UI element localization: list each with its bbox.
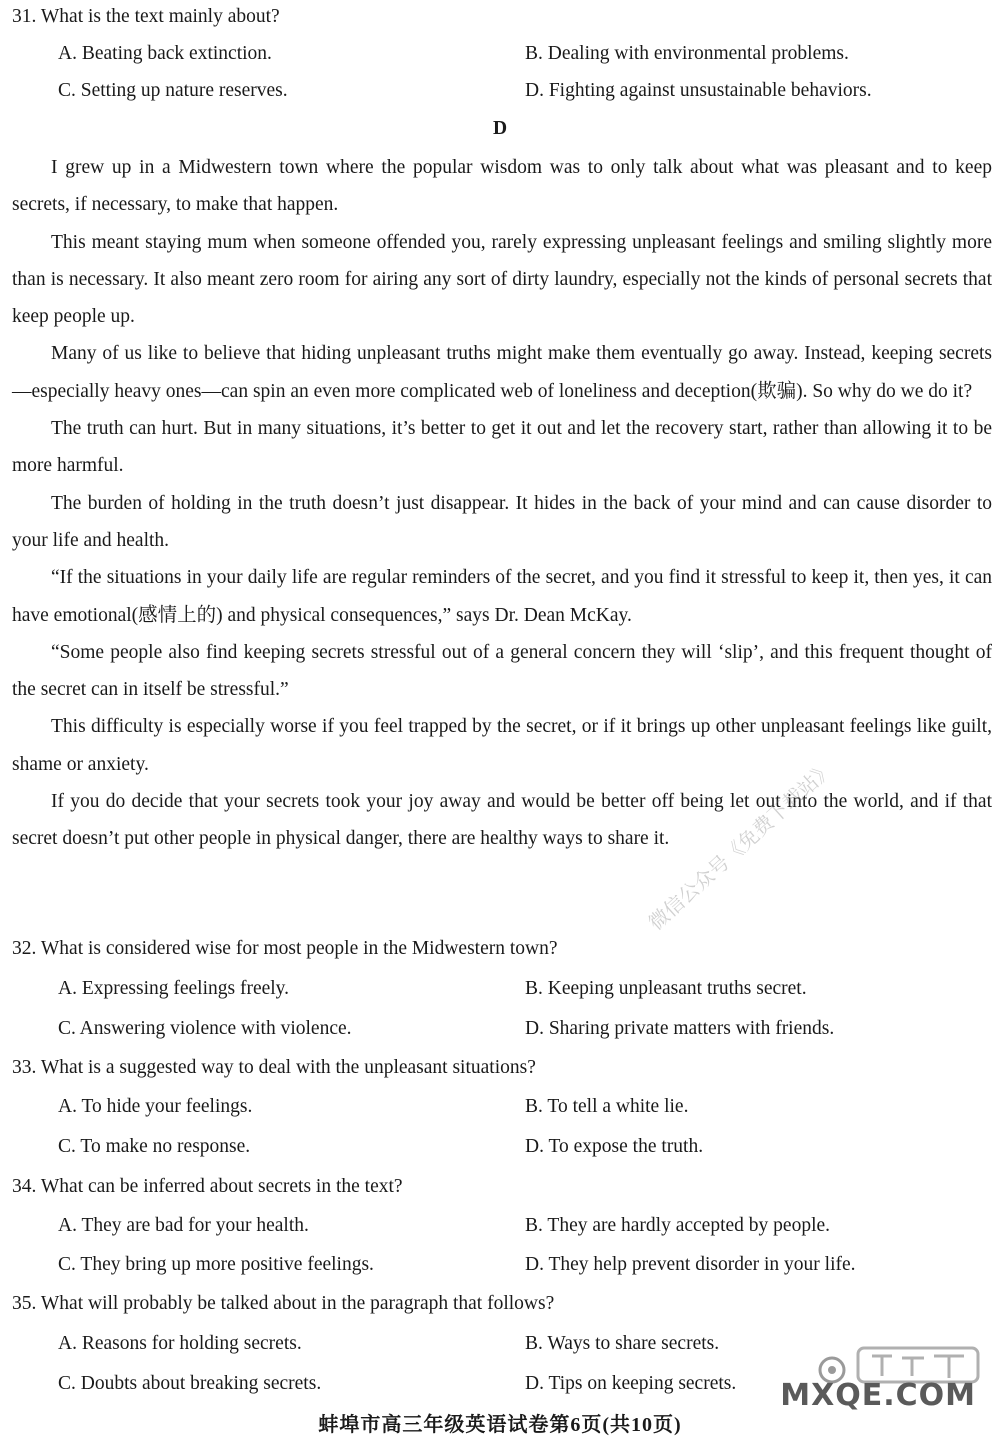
question-31-option-d: D. Fighting against unsustainable behaviors. — [525, 80, 872, 101]
question-31-option-b: B. Dealing with environmental problems. — [525, 43, 849, 64]
question-32-option-c: C. Answering violence with violence. — [58, 1018, 352, 1039]
question-35-stem: 35. What will probably be talked about in the paragraph that follows? — [12, 1293, 555, 1314]
question-33-option-b: B. To tell a white lie. — [525, 1096, 689, 1117]
question-35-option-a: A. Reasons for holding secrets. — [58, 1333, 302, 1354]
question-32-stem: 32. What is considered wise for most people in the Midwestern town? — [12, 938, 558, 959]
question-33-option-d: D. To expose the truth. — [525, 1136, 704, 1157]
question-34-option-d: D. They help prevent disorder in your life. — [525, 1254, 856, 1275]
question-34-option-a: A. They are bad for your health. — [58, 1215, 309, 1236]
question-34-option-b: B. They are hardly accepted by people. — [525, 1215, 831, 1236]
question-34-option-c: C. They bring up more positive feelings. — [58, 1254, 374, 1275]
passage-paragraph: The burden of holding in the truth doesn’t just disappear. It hides in the back of your mind and can cause disorder to your life and health. — [12, 492, 992, 551]
page-footer: 蚌埠市高三年级英语试卷第6页(共10页) — [318, 1414, 682, 1436]
site-logo-text: MXQE.COM — [780, 1378, 976, 1413]
passage-paragraph: Many of us like to believe that hiding unpleasant truths might make them eventually go away. Instead, keeping secrets—especially heavy ones—can spin an even more complicated web of loneliness and deception(欺骗). So why do we do it? — [12, 343, 992, 402]
question-34-stem: 34. What can be inferred about secrets in the text? — [12, 1176, 403, 1197]
question-35-option-b: B. Ways to share secrets. — [525, 1333, 720, 1354]
section-title-d: D — [492, 118, 508, 139]
question-32-option-d: D. Sharing private matters with friends. — [525, 1018, 835, 1039]
passage-paragraph: This meant staying mum when someone offended you, rarely expressing unpleasant feelings and smiling slightly more than is necessary. It also meant zero room for airing any sort of dirty laundry, especially not the kinds of personal secrets that keep people up. — [12, 231, 992, 328]
question-33-stem: 33. What is a suggested way to deal with the unpleasant situations? — [12, 1057, 536, 1078]
question-35-option-d: D. Tips on keeping secrets. — [525, 1373, 737, 1394]
passage-paragraph: The truth can hurt. But in many situations, it’s better to get it out and let the recovery start, rather than allowing it to be more harmful. — [12, 418, 992, 477]
question-32-option-b: B. Keeping unpleasant truths secret. — [525, 978, 807, 999]
passage-paragraph: “Some people also find keeping secrets stressful out of a general concern they will ‘slip’, and this frequent thought of the secret can in itself be stressful.” — [12, 641, 992, 701]
question-33-option-a: A. To hide your feelings. — [58, 1096, 253, 1117]
question-31-option-c: C. Setting up nature reserves. — [58, 80, 288, 101]
question-31-stem: 31. What is the text mainly about? — [12, 6, 280, 27]
passage-paragraph: This difficulty is especially worse if you feel trapped by the secret, or if it brings up other unpleasant feelings like guilt, shame or anxiety. — [12, 716, 992, 775]
wechat-watermark: 微信公众号《免费下载站》 — [643, 756, 839, 935]
passage-paragraph: I grew up in a Midwestern town where the popular wisdom was to only talk about what was pleasant and to keep secrets, if necessary, to make that happen. — [12, 157, 992, 216]
question-31-option-a: A. Beating back extinction. — [58, 43, 272, 64]
question-35-option-c: C. Doubts about breaking secrets. — [58, 1373, 322, 1394]
passage-paragraph: If you do decide that your secrets took your joy away and would be better off being let out into the world, and if that secret doesn’t put other people in physical danger, there are healthy ways to share it. — [12, 791, 992, 850]
question-33-option-c: C. To make no response. — [58, 1136, 251, 1157]
reading-passage — [12, 149, 992, 858]
question-32-option-a: A. Expressing feelings freely. — [58, 978, 290, 999]
passage-paragraph: “If the situations in your daily life are regular reminders of the secret, and you find it stressful to keep it, then yes, it can have emotional(感情上的) and physical consequences,” says Dr. Dean McKay. — [12, 567, 992, 626]
